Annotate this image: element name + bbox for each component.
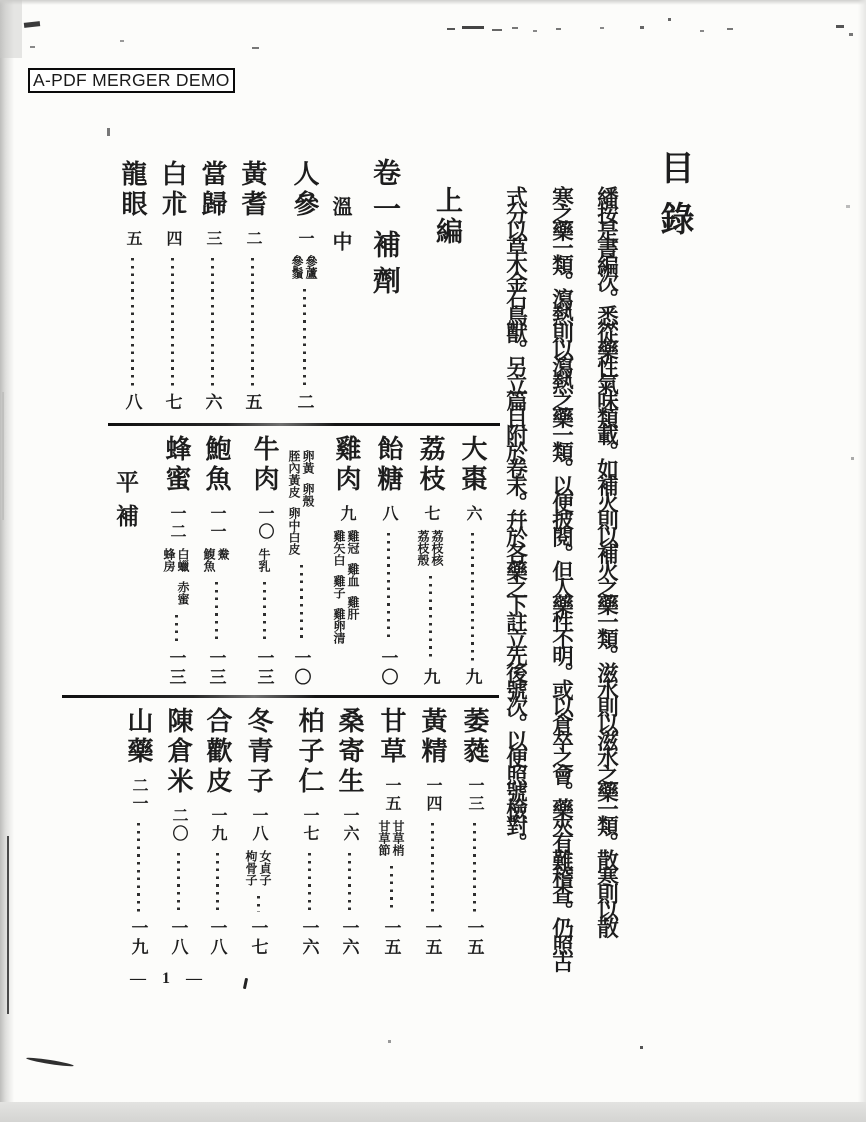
dotted-leader <box>431 823 434 912</box>
entry-number: 一一 <box>208 505 225 541</box>
annotation-item: 參鬚 <box>290 255 304 279</box>
entry-annotation <box>202 548 230 572</box>
dotted-leader <box>303 289 306 386</box>
scan-speck <box>668 18 671 21</box>
entry-name: 萎蕤 <box>460 707 489 767</box>
toc-entry-continuation <box>283 450 319 687</box>
entry-name: 甘草 <box>377 707 406 767</box>
entry-number: 一七 <box>301 807 318 843</box>
toc-entry <box>414 707 450 957</box>
scan-speck <box>836 25 844 28</box>
annotation-item: 雞卵清 <box>332 608 346 644</box>
entry-name: 牛肉 <box>250 435 279 495</box>
annotation-subcolumn <box>378 820 390 856</box>
entry-annotation <box>377 820 405 856</box>
annotation-item: 女貞子 <box>258 850 272 886</box>
entry-page: 一〇 <box>378 649 398 687</box>
annotation-item: 甘草節 <box>377 820 391 856</box>
annotation-subcolumn <box>431 530 443 566</box>
entry-name: 柏子仁 <box>295 707 324 797</box>
entry-number: 七 <box>422 505 439 523</box>
entry-annotation <box>332 530 360 644</box>
entry-number: 一八 <box>250 807 267 843</box>
entry-number: 四 <box>164 230 181 248</box>
annotation-subcolumn <box>203 548 215 572</box>
dotted-leader <box>387 533 390 642</box>
entry-number: 一五 <box>383 777 400 813</box>
entry-page: 一六 <box>299 919 319 957</box>
entry-page: 一五 <box>464 919 484 957</box>
scan-speck <box>24 21 40 28</box>
entry-number: 一三 <box>466 777 483 813</box>
scan-speck <box>640 26 644 29</box>
scan-speck <box>447 28 455 30</box>
toc-entry <box>412 435 448 687</box>
entry-name: 鮑魚 <box>202 435 231 495</box>
annotation-item: 雞子 <box>332 575 346 599</box>
entry-name: 大棗 <box>458 435 487 495</box>
entry-page: 一三 <box>166 649 186 687</box>
annotation-item: 卵黃 <box>301 450 315 474</box>
toc-entry <box>456 707 492 957</box>
scan-speck <box>600 27 604 29</box>
scan-speck <box>462 26 484 29</box>
annotation-subcolumn <box>333 530 345 644</box>
scan-smudge <box>26 1056 74 1067</box>
entry-page: 一七 <box>248 919 268 957</box>
volume-header: 卷一補劑 <box>369 158 400 302</box>
entry-page: 六 <box>202 393 222 412</box>
entry-page: 二 <box>294 393 314 412</box>
preface-column-1: 繙按是書編次。悉從藥性氣味類載。如補火則以補火之藥一類。滋水則以滋水之藥一類。散寒則以散 <box>594 186 619 934</box>
annotation-item: 鰒魚 <box>202 548 216 572</box>
scan-speck <box>30 46 35 48</box>
toc-entry <box>120 707 156 957</box>
annotation-item: 赤蜜 <box>176 581 190 605</box>
toc-entry <box>160 707 196 957</box>
dotted-leader <box>390 866 393 912</box>
annotation-subcolumn <box>347 530 359 620</box>
entry-number: 八 <box>380 505 397 523</box>
dotted-leader <box>257 896 260 912</box>
entry-page: 一八 <box>168 919 188 957</box>
annotation-item: 胵內黃皮 <box>287 450 301 498</box>
entry-annotation <box>244 850 272 886</box>
annotation-subcolumn <box>288 450 300 555</box>
entry-number: 一〇 <box>256 505 273 541</box>
toc-entry <box>286 160 322 412</box>
annotation-item: 雞矢白 <box>332 530 346 566</box>
entry-name: 陳倉米 <box>164 707 193 797</box>
toc-entry <box>291 707 327 957</box>
toc-entry <box>199 707 235 957</box>
scan-speck <box>700 30 704 32</box>
entry-annotation <box>257 548 271 572</box>
dotted-leader <box>429 576 432 661</box>
subsection-warm-header: 溫中 <box>329 196 351 266</box>
annotation-subcolumn <box>392 820 404 856</box>
dotted-leader <box>251 258 254 386</box>
dotted-leader <box>308 853 311 912</box>
toc-entry <box>240 707 276 957</box>
annotation-item: 雞冠 <box>346 530 360 554</box>
entry-number: 三 <box>204 230 221 248</box>
annotation-item: 雞肝 <box>346 596 360 620</box>
page-title: 目錄 <box>655 150 692 252</box>
toc-entry <box>370 435 406 687</box>
dotted-leader <box>473 823 476 912</box>
scan-speck <box>107 128 110 136</box>
entry-annotation <box>416 530 444 566</box>
entry-name: 冬青子 <box>244 707 273 797</box>
entry-page: 七 <box>162 393 182 412</box>
subsection-neutral-header: 平補 <box>113 470 138 538</box>
annotation-item: 參蘆 <box>304 255 318 279</box>
preface-column-2: 寒之藥一類。瀉熱則以瀉熱之藥一類。以便披閱。但人藥性不明。或以倉卒之會。藥夾有難稽查。仍照古 <box>549 186 574 968</box>
entry-page: 九 <box>420 668 440 687</box>
annotation-subcolumn <box>258 548 270 572</box>
dotted-leader <box>300 565 303 642</box>
scan-speck <box>252 47 259 49</box>
toc-entry <box>246 435 282 687</box>
dotted-leader <box>348 853 351 912</box>
entry-name: 荔枝 <box>416 435 445 495</box>
entry-number: 二一 <box>130 777 147 813</box>
entry-number: 一四 <box>424 777 441 813</box>
annotation-subcolumn <box>417 530 429 566</box>
dotted-leader <box>177 853 180 912</box>
scan-speck <box>846 205 850 208</box>
entry-name: 龍眼 <box>118 160 147 220</box>
annotation-item: 蜂房 <box>162 548 176 572</box>
annotation-item: 牛乳 <box>257 548 271 572</box>
entry-number: 二〇 <box>170 807 187 843</box>
part-header: 上編 <box>432 186 462 248</box>
annotation-subcolumn <box>163 548 175 572</box>
scan-speck <box>243 978 248 989</box>
dotted-leader <box>137 823 140 912</box>
scan-edge-top <box>0 0 866 5</box>
entry-number: 一六 <box>341 807 358 843</box>
annotation-item: 枸骨子 <box>244 850 258 886</box>
entry-page: 九 <box>462 668 482 687</box>
scan-speck <box>640 1046 643 1049</box>
entry-name: 山藥 <box>124 707 153 767</box>
scan-speck <box>492 29 502 31</box>
scan-speck <box>849 33 853 36</box>
dotted-leader <box>216 853 219 912</box>
dotted-leader <box>175 615 178 642</box>
toc-entry <box>198 435 234 687</box>
entry-name: 當歸 <box>198 160 227 220</box>
scan-speck <box>727 28 733 30</box>
entry-name: 桑寄生 <box>335 707 364 797</box>
annotation-subcolumn <box>245 850 257 886</box>
entry-number: 二 <box>244 230 261 248</box>
annotation-item: 甘草梢 <box>391 820 405 856</box>
entry-page: 一九 <box>128 919 148 957</box>
entry-name: 合歡皮 <box>203 707 232 797</box>
annotation-subcolumn <box>302 450 314 507</box>
scan-speck <box>120 40 124 42</box>
entry-name: 雞肉 <box>332 435 361 495</box>
entry-number: 五 <box>124 230 141 248</box>
toc-entry <box>373 707 409 957</box>
annotation-item: 鮝 <box>216 548 230 560</box>
dotted-leader <box>211 258 214 386</box>
annotation-item: 白蠟 <box>176 548 190 572</box>
scan-line-artifact <box>7 836 9 1014</box>
entry-annotation <box>162 548 190 605</box>
entry-page: 一六 <box>339 919 359 957</box>
scan-speck <box>556 28 561 30</box>
entry-name: 黃耆 <box>238 160 267 220</box>
toc-entry <box>454 435 490 687</box>
scan-speck <box>533 30 537 32</box>
entry-number: 一九 <box>209 807 226 843</box>
entry-name: 飴糖 <box>374 435 403 495</box>
entry-page: 一〇 <box>291 649 311 687</box>
entry-page: 一五 <box>381 919 401 957</box>
annotation-subcolumn <box>177 548 189 605</box>
annotation-item: 卵殼 <box>301 483 315 507</box>
annotation-item: 荔枝核 <box>430 530 444 566</box>
entry-number: 一二 <box>168 505 185 541</box>
toc-entry <box>328 435 364 644</box>
section-divider-line <box>62 695 499 698</box>
annotation-subcolumn <box>217 548 229 560</box>
entry-page: 五 <box>242 393 262 412</box>
annotation-subcolumn <box>259 850 271 886</box>
entry-page: 一三 <box>206 649 226 687</box>
entry-page: 一三 <box>254 649 274 687</box>
toc-entry <box>154 160 190 412</box>
toc-entry <box>331 707 367 957</box>
dotted-leader <box>215 582 218 642</box>
annotation-item: 雞血 <box>346 563 360 587</box>
entry-name: 人參 <box>290 160 319 220</box>
dotted-leader <box>171 258 174 386</box>
annotation-subcolumn <box>291 255 303 279</box>
dotted-leader <box>471 533 474 661</box>
folio-page-number: — 1 — <box>130 970 208 987</box>
toc-entry <box>194 160 230 412</box>
entry-annotation <box>290 255 318 279</box>
dotted-leader <box>263 582 266 642</box>
entry-page: 八 <box>122 393 142 412</box>
entry-annotation <box>287 450 315 555</box>
toc-entry <box>158 435 194 687</box>
dotted-leader <box>131 258 134 386</box>
scan-line-artifact <box>2 392 4 520</box>
pdf-watermark: A-PDF MERGER DEMO <box>28 68 235 93</box>
annotation-item: 卵中白皮 <box>287 507 301 555</box>
entry-page: 一八 <box>207 919 227 957</box>
scan-speck <box>512 27 518 29</box>
entry-page: 一五 <box>422 919 442 957</box>
annotation-item: 荔枝殼 <box>416 530 430 566</box>
entry-name: 白朮 <box>158 160 187 220</box>
entry-number: 一 <box>296 230 313 248</box>
entry-name: 黃精 <box>418 707 447 767</box>
annotation-subcolumn <box>305 255 317 279</box>
entry-name: 蜂蜜 <box>162 435 191 495</box>
scan-speck <box>851 457 854 460</box>
entry-number: 六 <box>464 505 481 523</box>
section-divider-line <box>108 423 500 426</box>
scan-edge-right <box>858 0 866 1122</box>
preface-column-3: 式分以草木金石鳥獸。另立篇目附於卷末。幷於各藥之下註立先後號次。以便照號檢對。 <box>503 186 528 849</box>
scan-edge-bottom <box>0 1102 866 1122</box>
toc-entry <box>234 160 270 412</box>
scan-speck <box>388 1040 391 1043</box>
toc-entry <box>114 160 150 412</box>
entry-number: 九 <box>338 505 355 523</box>
scan-corner-shade <box>0 0 22 58</box>
